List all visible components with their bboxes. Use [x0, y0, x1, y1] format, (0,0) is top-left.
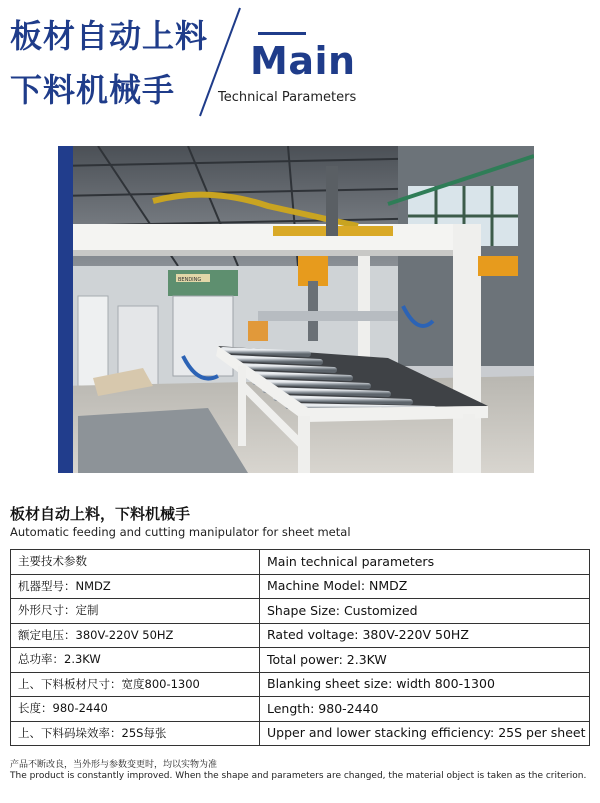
spec-en-cell: Total power: 2.3KW [260, 648, 590, 673]
table-row [11, 623, 590, 648]
table-row [11, 550, 590, 575]
product-photo [58, 146, 534, 473]
spec-en-cell: Rated voltage: 380V-220V 50HZ [260, 623, 590, 648]
product-name-cn: 板材自动上料，下料机械手 [10, 505, 191, 523]
bending-machine-label: BENDING [178, 277, 202, 283]
table-row [11, 648, 590, 673]
main-heading: Main [250, 39, 356, 83]
table-row [11, 697, 590, 722]
spec-cn-cell: 长度：980-2440 [11, 697, 260, 722]
spec-en-cell: Length: 980-2440 [260, 697, 590, 722]
spec-en-cell: Upper and lower stacking efficiency: 25S per sheet [260, 721, 590, 746]
title-line-2: 下料机械手 [10, 71, 176, 109]
spec-en-cell: Shape Size: Customized [260, 599, 590, 624]
spec-en-cell: Blanking sheet size: width 800-1300 [260, 672, 590, 697]
spec-cn-cell: 外形尺寸：定制 [11, 599, 260, 624]
spec-cn-cell: 主要技术参数 [11, 550, 260, 575]
title-line-1: 板材自动上料 [10, 17, 209, 55]
spec-en-cell: Main technical parameters [260, 550, 590, 575]
spec-en-cell: Machine Model: NMDZ [260, 574, 590, 599]
footer-note-cn: 产品不断改良，当外形与参数变更时，均以实物为准 [10, 760, 218, 770]
spec-cn-cell: 上、下料板材尺寸：宽度800-1300 [11, 672, 260, 697]
spec-cn-cell: 总功率：2.3KW [11, 648, 260, 673]
product-name-en: Automatic feeding and cutting manipulator for sheet metal [10, 525, 351, 539]
main-accent-rule [258, 32, 306, 35]
table-row [11, 599, 590, 624]
table-row [11, 721, 590, 746]
footer-note-en: The product is constantly improved. When the shape and parameters are changed, the material object is taken as the criterion. [10, 771, 587, 781]
spec-cn-cell: 额定电压：380V-220V 50HZ [11, 623, 260, 648]
spec-cn-cell: 上、下料码垛效率：25S每张 [11, 721, 260, 746]
factory-scene-illustration [58, 146, 534, 473]
table-row [11, 574, 590, 599]
photo-accent-bar [58, 146, 73, 473]
spec-table [10, 549, 590, 746]
technical-parameters-subtitle: Technical Parameters [218, 90, 357, 105]
spec-cn-cell: 机器型号：NMDZ [11, 574, 260, 599]
table-row [11, 672, 590, 697]
